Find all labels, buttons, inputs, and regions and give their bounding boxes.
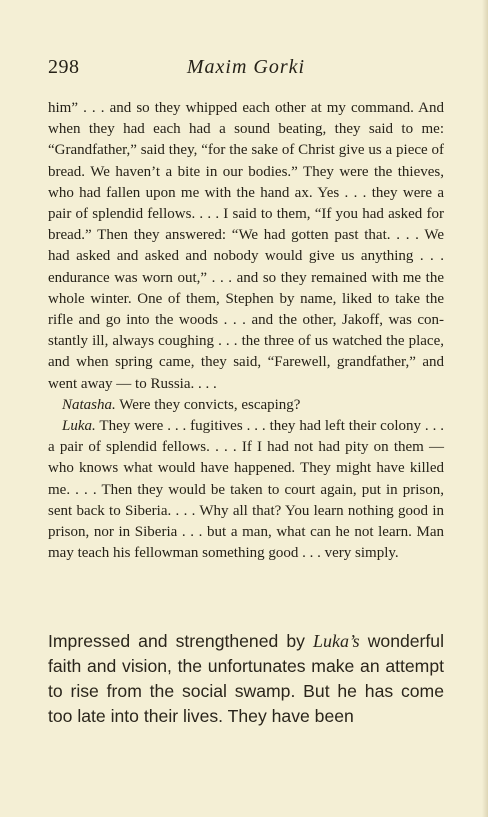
- speaker-luka: Luka.: [62, 418, 96, 435]
- luka-line: They were . . . fugitives . . . they had left their colony . . . a pair of splendid fellows. . . . If I had not had pity on them — who knows what would have happened. They might have killed me. . . . Then they would be taken to court again, put in prison, sent back to Siberia. . . . Why all that? You learn nothing good in prison, nor in Siberia . . . but a man, what can he not learn. Man may teach his fellowman something good . . . very simply.: [48, 418, 444, 562]
- page-number: 298: [48, 56, 80, 78]
- commentary-italic: Luka’s: [312, 631, 360, 651]
- page-edge-shadow: [482, 0, 488, 817]
- excerpt-paragraph: him” . . . and so they whipped each other at my command. And when they had each had a sound beating, they said to me: “Grandfather,” said they, “for the sake of Christ give us a piece of bread. We haven’t a bite in our bodies.” They were the thieves, who had fallen upon me with the hand ax. Yes . . . they were a pair of splendid fellows. . . . I said to them, “If you had asked for bread.” Then they answered: “We had gotten past that. . . . We had asked and asked and nobody would give us anything . . . endurance was worn out,” . . . and so they remained with me the whole winter. One of them, Stephen by name, liked to take the rifle and go into the woods . . . and the other, Jakoff, was constantly ill, always coughing . . . the three of us watched the place, and when spring came, they said, “Farewell, grandfather,” and went away — to Russia. . . .: [48, 100, 444, 392]
- page-header: [48, 56, 444, 82]
- commentary-after: wonderful faith and vision, the unfortunates make an attempt to rise from the social swamp. But he has come too late into their lives. They have been: [48, 631, 444, 726]
- dialog-line-natasha: [48, 395, 444, 416]
- dialog-line-luka: [48, 416, 444, 564]
- commentary-text: [48, 629, 444, 729]
- natasha-line: Were they convicts, escaping?: [119, 396, 301, 413]
- speaker-natasha: Natasha.: [62, 396, 116, 413]
- play-excerpt: [48, 98, 444, 564]
- commentary-paragraph: [48, 629, 444, 729]
- running-title: Maxim Gorki: [186, 56, 306, 78]
- commentary-before: Impressed and strengthened by: [48, 631, 313, 651]
